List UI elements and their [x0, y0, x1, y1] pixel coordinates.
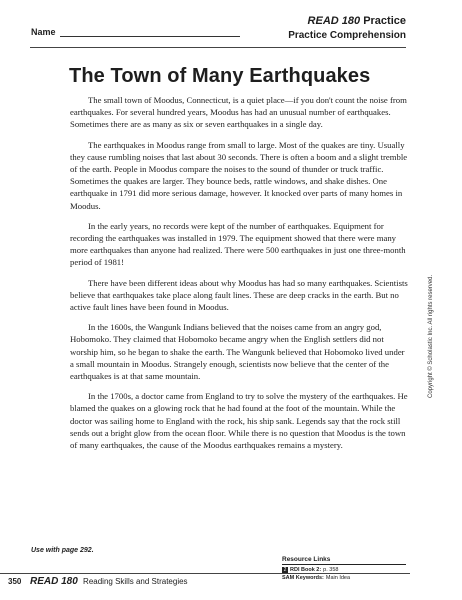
article-title: The Town of Many Earthquakes [69, 65, 371, 87]
article-paragraph: In the early years, no records were kept of the number of earthquakes. Equipment for recording the earthquakes was installed in 1979. The equipment showed that there were many more earthquakes than anyone had realized. There were 500 earthquakes in just one three-month period of 1981! [70, 220, 406, 268]
rdi-book-label: RDI Book 2: [290, 567, 322, 573]
name-line [60, 36, 240, 37]
page-number: 350 [8, 577, 22, 586]
footer-brand: READ 180 [30, 576, 78, 587]
book-number-icon: 2 [283, 567, 287, 573]
footer-book-title [30, 576, 188, 587]
section-heading: Practice Comprehension [288, 30, 406, 41]
resource-links-box [282, 556, 406, 581]
article-paragraph: In the 1600s, the Wangunk Indians believed that the noises came from an angry god, Hobomoko. They claimed that Hobomoko became angry when the English settlers did not worship him, so he began to shake the earth. The Wangunk believed that Hobomoko lived under a small mountain in Moodus. Strangely enough, scientists now believe that the center of the earthquakes is at that same mountain. [70, 322, 405, 382]
use-with-note: Use with page 292. [31, 547, 94, 554]
sam-keywords-label: SAM Keywords: [282, 575, 324, 581]
article-paragraph: The earthquakes in Moodus range from small to large. Most of the quakes are tiny. Usually they cause rumbling noises that last about 30 seconds. There is often a boom and a slight tremble of the earth. People in Moodus compare the noises to the sound of thunder or truck traffic. Sometimes the quakes are larger. They bounce beds, rattle windows, and shake dishes. One earthquake in 1791 did more serious damage, however. It knocked over parts of many homes in Moodus. [70, 139, 408, 211]
footer-book-name: Reading Skills and Strategies [83, 577, 188, 586]
sam-keywords-value: Main Idea [325, 575, 351, 581]
article-paragraph: There have been different ideas about why Moodus has had so many earthquakes. Scientists believe that earthquakes take place along fault lines. These are deep cracks in the earth. But no active fault lines have been found in Moodus. [70, 277, 408, 313]
header-divider [30, 47, 406, 48]
article-paragraph: The small town of Moodus, Connecticut, is a quiet place—if you don't count the noise from earthquakes. For several hundred years, Moodus has had an unusual number of earthquakes. Sometimes there are as many as six or seven earthquakes in a single day. [70, 95, 407, 130]
program-suffix: Practice [363, 15, 406, 27]
article-paragraph: In the 1700s, a doctor came from England to try to solve the mystery of the earthquakes. He blamed the quakes on a glowing rock that he had found at the foot of the mountain. While the doctor was sailing home to England with the rock, his ship sank. Legends say that the rock still sends out a bright glow from the ocean floor. While there is no question that Moodus is the town of many earthquakes, the cause of the Moodus earthquakes remains a mystery. [70, 391, 408, 451]
sam-keywords-row [282, 575, 406, 581]
resource-links-title: Resource Links [282, 556, 406, 565]
article-body [70, 94, 408, 459]
program-heading [308, 15, 406, 27]
footer-divider [0, 573, 410, 574]
rdi-book-value: p. 358 [323, 567, 339, 573]
name-label: Name [31, 27, 56, 37]
copyright-notice: Copyright © Scholastic Inc. All rights reserved. [428, 274, 434, 398]
program-brand: READ 180 [307, 15, 361, 27]
